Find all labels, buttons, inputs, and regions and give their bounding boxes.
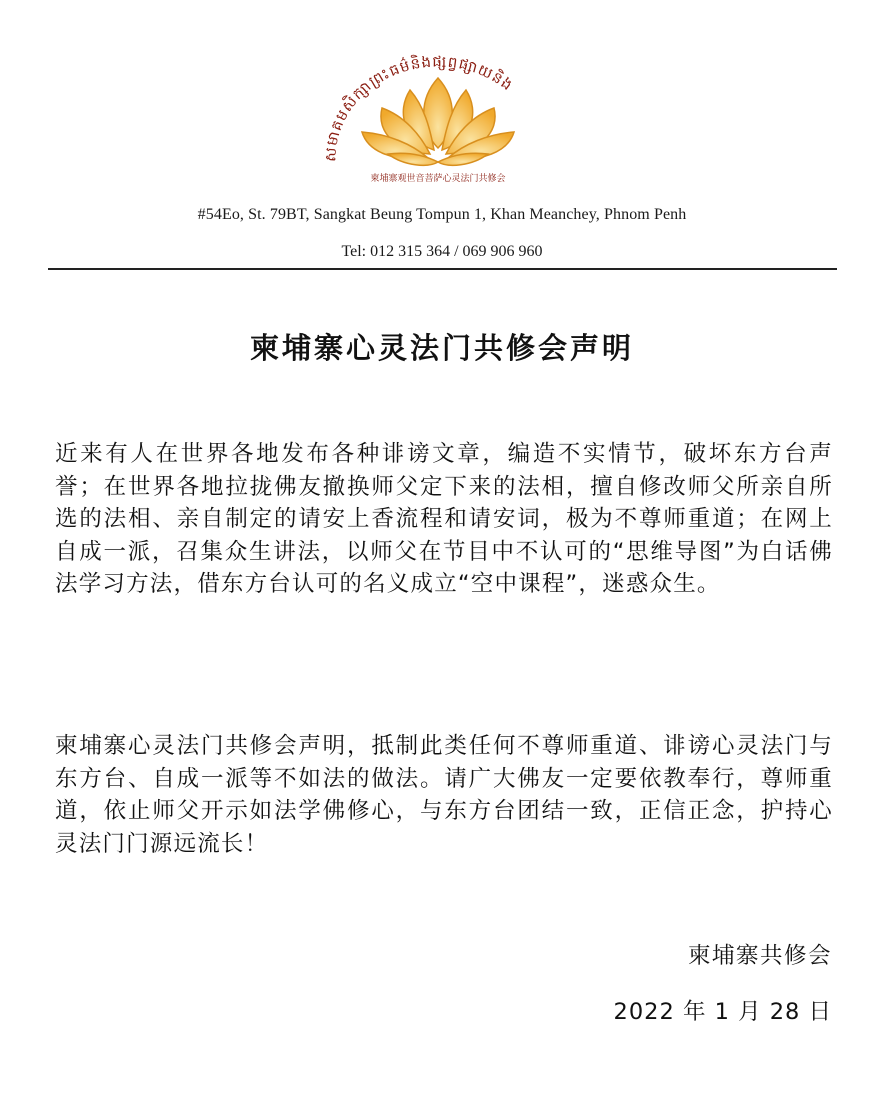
header-divider [48, 268, 837, 270]
statement-paragraph-2: 柬埔寨心灵法门共修会声明，抵制此类任何不尊师重道、诽谤心灵法门与东方台、自成一派等不如法的做法。请广大佛友一定要依教奉行，尊师重道，依止师父开示如法学佛修心，与东方台团结一致，正信正念，护持心灵法门门源远流长！ [55, 733, 833, 857]
organization-address: #54Eo, St. 79BT, Sangkat Beung Tompun 1, Khan Meanchey, Phnom Penh [197, 206, 687, 223]
document-date: 2022 年 1 月 28 日 [613, 999, 832, 1025]
signature: 柬埔寨共修会 [687, 943, 832, 969]
logo-khmer-arc-text: សមាគមសិក្សាព្រះធម៌និងផ្សព្វផ្សាយនិង [321, 52, 517, 163]
organization-telephone: Tel: 012 315 364 / 069 906 960 [341, 243, 543, 260]
document-title: 柬埔寨心灵法门共修会声明 [249, 331, 634, 365]
logo-chinese-caption: 柬埔寨观世音菩萨心灵法门共修会 [370, 174, 506, 184]
letterhead [0, 0, 884, 275]
statement-paragraph-1: 近来有人在世界各地发布各种诽谤文章，编造不实情节，破坏东方台声誉；在世界各地拉拢佛友撤换师父定下来的法相，擅自修改师父所亲自所选的法相、亲自制定的请安上香流程和请安词，极为不尊师重道；在网上自成一派，召集众生讲法，以师父在节目中不认可的“思维导图”为白话佛法学习方法，借东方台认可的名义成立“空中课程”，迷惑众生。 [55, 441, 833, 597]
lotus-logo-icon [318, 50, 558, 195]
